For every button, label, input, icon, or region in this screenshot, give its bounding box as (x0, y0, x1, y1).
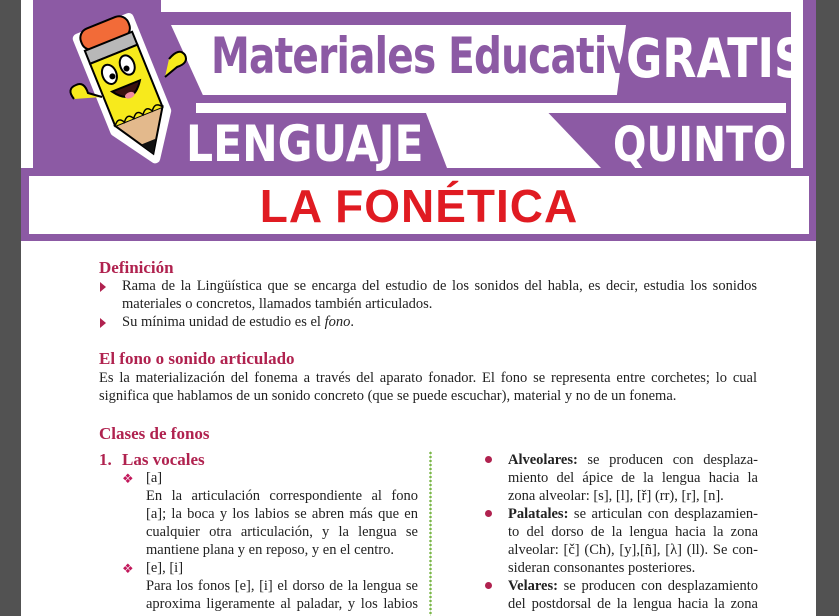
fono-paragraph-line-1: Es la materialización del fonema a través del aparato fonador. El fono se representa entre corchetes; lo cual (99, 370, 757, 386)
palatales-line-2: to del dorso de la lengua hacia la zona (508, 524, 758, 540)
vowel-a-line-2: [a]; la boca y los labios se abren más que en (146, 506, 418, 522)
alveolares-line-2: miento del ápice de la lengua hacia la (508, 470, 758, 486)
diamond-bullet-icon: ❖ (122, 471, 134, 486)
vowel-e-i-line-2: aproxima ligeramente al paladar, y los labios (146, 596, 418, 612)
heading-definicion: Definición (99, 258, 174, 277)
triangle-bullet-icon (100, 318, 106, 328)
definicion-bullet-1-line-1: Rama de la Lingüística que se encarga del estudio de los sonidos del habla, es decir, estudia los sonidos (122, 278, 757, 294)
vowel-a-line-4: mantiene plana y en reposo, y en el centro. (146, 542, 395, 558)
page-title: LA FONÉTICA (259, 180, 579, 232)
velares-line-1: Velares: se producen con desplazamiento (508, 578, 758, 594)
grade-label: QUINTO (613, 117, 787, 173)
list-number-1: 1. (99, 450, 112, 469)
alveolares-line-3: zona alveolar: [s], [l], [ř] (rr), [r], [n]. (508, 488, 724, 504)
heading-clases: Clases de fonos (99, 424, 210, 443)
vowel-label-a: [a] (146, 470, 163, 486)
triangle-bullet-icon (100, 282, 106, 292)
column-divider (429, 451, 432, 616)
dot-bullet-icon (485, 582, 492, 589)
title-box (29, 176, 809, 234)
definicion-bullet-1-line-2: materiales o concretos, llamados también articulados. (122, 296, 433, 312)
document-content (21, 241, 816, 616)
heading-las-vocales: Las vocales (122, 450, 205, 469)
brand-tag: GRATIS (626, 27, 806, 90)
definicion-bullet-2: Su mínima unidad de estudio es el fono. (122, 314, 354, 330)
velares-line-2: del postdorsal de la lengua hacia la zona (508, 596, 758, 612)
palatales-line-4: sideran consonantes posteriores. (508, 560, 696, 576)
vowel-label-e-i: [e], [i] (146, 560, 184, 576)
vowel-a-line-3: cualquier otra articulación, y la lengua se (146, 524, 418, 540)
vowel-a-line-1: En la articulación correspondiente al fono (146, 488, 418, 504)
palatales-line-3: alveolar: [č] (Ch), [y],[ñ], [λ] (ll). Se con- (508, 542, 758, 558)
document-page (21, 0, 816, 616)
header-banner (21, 0, 816, 241)
brand-line: Materiales Educativos (211, 27, 680, 85)
dot-bullet-icon (485, 510, 492, 517)
subject-label: LENGUAJE (186, 115, 424, 173)
diamond-bullet-icon: ❖ (122, 561, 134, 576)
fono-paragraph-line-2: significa que hablamos de un sonido concreto (que se puede escuchar), material y no de un fonema. (99, 388, 677, 404)
pencil-mascot-icon (59, 4, 194, 169)
dot-bullet-icon (485, 456, 492, 463)
heading-fono: El fono o sonido articulado (99, 349, 295, 368)
alveolares-line-1: Alveolares: se producen con desplaza- (508, 452, 758, 468)
vowel-e-i-line-1: Para los fonos [e], [i] el dorso de la lengua se (146, 578, 418, 594)
palatales-line-1: Palatales: se articulan con desplazamien- (508, 506, 758, 522)
